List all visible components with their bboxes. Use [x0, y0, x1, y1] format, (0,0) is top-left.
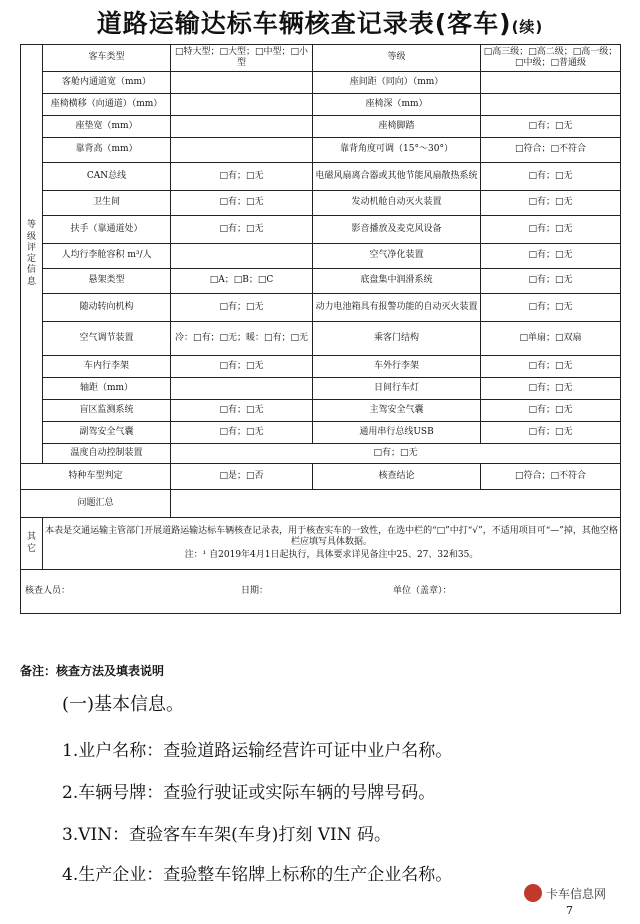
table-row [21, 444, 621, 464]
notes-title: 备注：核查方法及填表说明 [20, 664, 165, 678]
item-label: 客舱内通道宽（mm） [43, 72, 171, 94]
page-number: 7 [566, 904, 573, 917]
item-label: 靠背高（mm） [43, 138, 171, 163]
signature-row [21, 570, 621, 614]
item-label: 座椅深（mm） [313, 94, 481, 116]
table-row [21, 138, 621, 163]
instruction-text: 本表是交通运输主管部门开展道路运输达标车辆核查记录表，用于核查实车的一致性，在选中栏的“□”中打“√”，不适用项目可“—”掉，其他空格栏应填写具体数据。 [45, 525, 618, 547]
item-label: CAN总线 [43, 163, 171, 191]
item-value [481, 72, 621, 94]
item-label: 盲区监测系统 [43, 400, 171, 422]
item-value: □有；□无 [171, 400, 313, 422]
item-value: □有；□无 [481, 269, 621, 294]
item-value [171, 72, 313, 94]
title-sub: (续) [511, 18, 544, 36]
unit-label: 单位（盖章）： [393, 586, 452, 596]
table-row [21, 244, 621, 269]
table-row [21, 400, 621, 422]
item-label: 通用串行总线USB [313, 422, 481, 444]
other-text [43, 518, 621, 570]
item-label: 特种车型判定 [21, 464, 171, 490]
item-label: 问题汇总 [21, 490, 171, 518]
item-value: □有；□无 [481, 191, 621, 216]
item-value: □特大型；□大型；□中型；□小型 [171, 45, 313, 72]
table-row [21, 518, 621, 570]
watermark-text: 卡车信息网 [546, 886, 607, 901]
item-label: 动力电池箱具有报警功能的自动灭火装置 [313, 294, 481, 322]
item-label: 空气调节装置 [43, 322, 171, 356]
table-row [21, 116, 621, 138]
item-value [171, 94, 313, 116]
item-value: □有；□无 [481, 116, 621, 138]
wechat-icon [524, 884, 542, 902]
item-value [171, 378, 313, 400]
page-title [0, 4, 640, 40]
item-value: □有；□无 [481, 378, 621, 400]
item-vin: 3.VIN：查验客车车架(车身)打刻 VIN 码。 [62, 825, 392, 845]
item-value: □有；□无 [481, 163, 621, 191]
table-row [21, 294, 621, 322]
item-value: 冷：□有；□无；暖：□有；□无 [171, 322, 313, 356]
table-row [21, 269, 621, 294]
item-value [171, 244, 313, 269]
footnote-text: 注：¹ 自2019年4月1日起执行，具体要求详见备注中25、27、32和35。 [184, 550, 479, 561]
item-label: 轴距（mm） [43, 378, 171, 400]
item-value [171, 116, 313, 138]
item-value: □有；□无 [171, 422, 313, 444]
basic-info-heading: (一)基本信息。 [62, 694, 185, 715]
table-row [21, 191, 621, 216]
table-row [21, 422, 621, 444]
item-label: 核查结论 [313, 464, 481, 490]
item-label: 座垫宽（mm） [43, 116, 171, 138]
item-label: 乘客门结构 [313, 322, 481, 356]
table-row [21, 72, 621, 94]
inspection-table [20, 44, 621, 614]
item-value: □有；□无 [481, 294, 621, 322]
item-label: 影音播放及麦克风设备 [313, 216, 481, 244]
item-value: □有；□无 [171, 294, 313, 322]
watermark [524, 884, 606, 902]
item-label: 座椅脚踏 [313, 116, 481, 138]
item-label: 发动机舱自动灭火装置 [313, 191, 481, 216]
table-row [21, 464, 621, 490]
table-row [21, 163, 621, 191]
table-row [21, 356, 621, 378]
item-label: 扶手（靠通道处） [43, 216, 171, 244]
section-label: 等级评定信息 [21, 45, 43, 464]
item-value: □有；□无 [171, 163, 313, 191]
item-label: 底盘集中润滑系统 [313, 269, 481, 294]
table-row [21, 570, 621, 614]
item-label: 悬架类型 [43, 269, 171, 294]
item-label: 座间距（同向）（mm） [313, 72, 481, 94]
item-value: □是；□否 [171, 464, 313, 490]
item-plate-number: 2.车辆号牌：查验行驶证或实际车辆的号牌号码。 [62, 783, 436, 803]
table-row [21, 322, 621, 356]
item-label: 随动转向机构 [43, 294, 171, 322]
other-label: 其它 [21, 518, 43, 570]
item-label: 温度自动控制装置 [43, 444, 171, 464]
item-label: 日间行车灯 [313, 378, 481, 400]
item-label: 靠背角度可调（15°～30°） [313, 138, 481, 163]
item-label: 客车类型 [43, 45, 171, 72]
table-row [21, 94, 621, 116]
item-value [171, 138, 313, 163]
item-value: □有；□无 [481, 400, 621, 422]
item-business-name: 1.业户名称：查验道路运输经营许可证中业户名称。 [62, 741, 453, 761]
item-manufacturer: 4.生产企业：查验整车铭牌上标称的生产企业名称。 [62, 865, 453, 885]
item-label: 空气净化装置 [313, 244, 481, 269]
item-value: □有；□无 [481, 356, 621, 378]
item-label: 人均行李舱容积 m³/人 [43, 244, 171, 269]
item-label: 车外行李架 [313, 356, 481, 378]
item-value: □有；□无 [171, 191, 313, 216]
item-value: □高三级；□高二级；□高一级；□中级；□普通级 [481, 45, 621, 72]
item-label: 等级 [313, 45, 481, 72]
title-main: 道路运输达标车辆核查记录表(客车) [96, 9, 512, 38]
table-row [21, 490, 621, 518]
item-value: □符合；□不符合 [481, 138, 621, 163]
item-value: □有；□无 [481, 244, 621, 269]
item-value: □有；□无 [481, 422, 621, 444]
table-row [21, 45, 621, 72]
item-value: □有；□无 [171, 356, 313, 378]
date-label: 日期： [241, 586, 269, 596]
item-label: 电磁风扇离合器或其他节能风扇散热系统 [313, 163, 481, 191]
item-value: □有；□无 [171, 444, 621, 464]
item-label: 卫生间 [43, 191, 171, 216]
inspector-label: 核查人员： [25, 586, 71, 596]
item-value [481, 94, 621, 116]
item-value [171, 490, 621, 518]
item-value: □符合；□不符合 [481, 464, 621, 490]
item-value: □有；□无 [171, 216, 313, 244]
item-label: 主驾安全气囊 [313, 400, 481, 422]
item-label: 副驾安全气囊 [43, 422, 171, 444]
table-row [21, 378, 621, 400]
item-value: □单扇；□双扇 [481, 322, 621, 356]
table-row [21, 216, 621, 244]
item-label: 车内行李架 [43, 356, 171, 378]
item-value: □A；□B；□C [171, 269, 313, 294]
item-label: 座椅横移（向通道）（mm） [43, 94, 171, 116]
item-value: □有；□无 [481, 216, 621, 244]
